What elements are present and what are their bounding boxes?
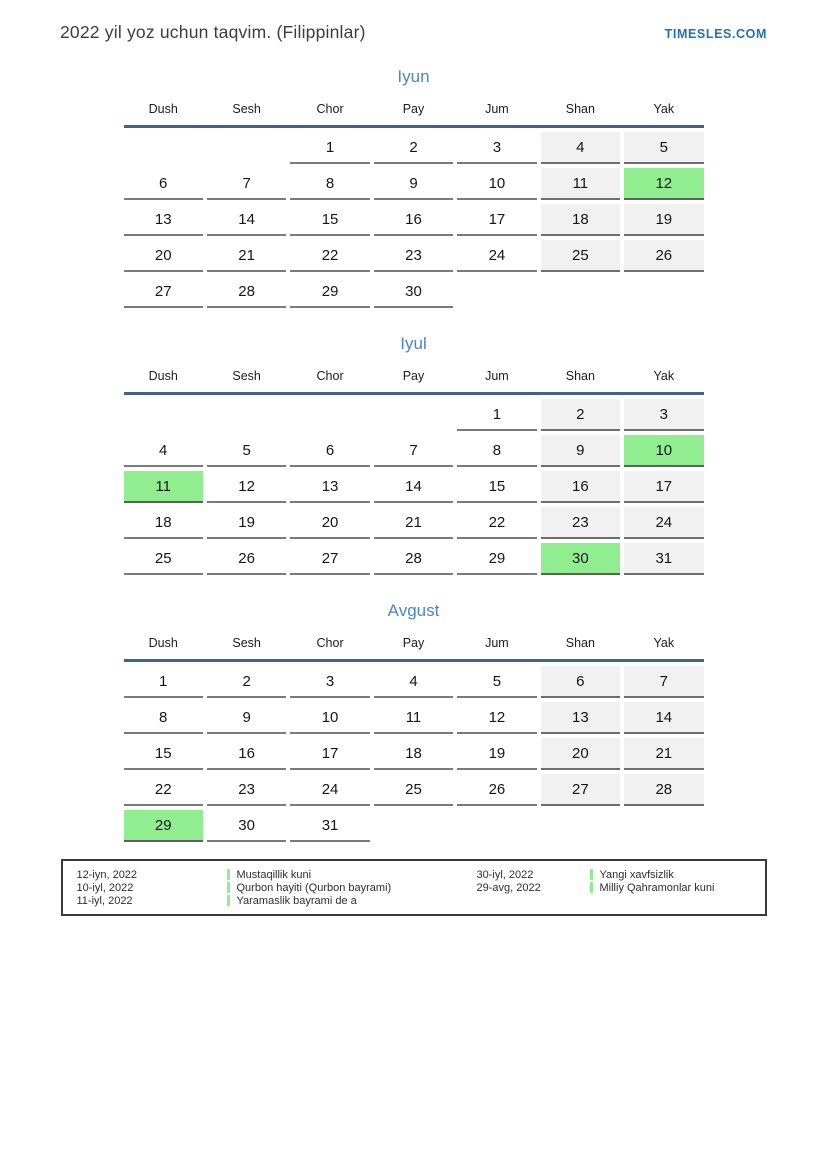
day-cell <box>374 810 453 842</box>
day-cell: 2 <box>541 399 620 431</box>
legend-date: 10-iyl, 2022 <box>76 881 134 894</box>
day-cell: 20 <box>541 738 620 770</box>
legend-column-left <box>77 868 477 907</box>
day-cell: 15 <box>290 204 369 236</box>
legend-column-right <box>477 868 755 907</box>
legend-date: 30-iyl, 2022 <box>476 868 534 881</box>
weekday-label: Sesh <box>232 636 261 650</box>
calendar-week-row <box>124 734 704 770</box>
day-cell <box>541 276 620 308</box>
day-cell: 16 <box>207 738 286 770</box>
day-cell: 25 <box>374 774 453 806</box>
legend-label: Yaramaslik bayrami de a <box>236 894 357 907</box>
weekday-label: Dush <box>148 369 178 383</box>
holiday-marker-icon <box>590 882 593 893</box>
day-cell <box>374 399 453 431</box>
legend-date: 11-iyl, 2022 <box>76 894 133 907</box>
day-cell: 3 <box>290 666 369 698</box>
day-cell: 22 <box>124 774 203 806</box>
day-cell: 11 <box>374 702 453 734</box>
day-cell: 27 <box>541 774 620 806</box>
day-cell: 22 <box>290 240 369 272</box>
weekday-label: Jum <box>485 636 509 650</box>
legend-date: 12-iyn, 2022 <box>76 868 138 881</box>
day-cell: 6 <box>541 666 620 698</box>
day-cell: 15 <box>124 738 203 770</box>
day-cell: 6 <box>290 435 369 467</box>
day-cell: 27 <box>124 276 203 308</box>
weekday-label: Pay <box>402 102 425 116</box>
month-iyul <box>124 334 704 575</box>
calendar-week-row <box>124 236 704 272</box>
day-cell: 9 <box>374 168 453 200</box>
holiday-day-cell: 11 <box>124 471 203 503</box>
weekday-label: Shan <box>565 636 595 650</box>
day-cell: 21 <box>624 738 703 770</box>
legend-label: Yangi xavfsizlik <box>599 868 674 881</box>
weekday-label: Yak <box>653 369 675 383</box>
month-iyun <box>124 67 704 308</box>
holiday-day-cell: 12 <box>624 168 703 200</box>
day-cell: 20 <box>290 507 369 539</box>
calendar-week-row <box>124 770 704 806</box>
page-header <box>0 0 827 43</box>
legend-item <box>77 881 477 894</box>
holiday-day-cell: 30 <box>541 543 620 575</box>
day-cell: 31 <box>290 810 369 842</box>
day-cell: 9 <box>207 702 286 734</box>
day-cell: 17 <box>290 738 369 770</box>
day-cell <box>457 276 536 308</box>
day-cell: 29 <box>457 543 536 575</box>
day-cell: 10 <box>290 702 369 734</box>
day-cell: 23 <box>541 507 620 539</box>
weekday-header-row <box>124 369 704 395</box>
day-cell: 16 <box>541 471 620 503</box>
day-cell: 28 <box>624 774 703 806</box>
weekday-label: Pay <box>402 636 425 650</box>
day-cell: 2 <box>207 666 286 698</box>
weekday-label: Yak <box>653 102 675 116</box>
holiday-marker-icon <box>227 869 230 880</box>
weekday-label: Chor <box>316 102 344 116</box>
day-cell: 12 <box>457 702 536 734</box>
day-cell: 26 <box>624 240 703 272</box>
day-cell: 24 <box>290 774 369 806</box>
calendar-week-row <box>124 272 704 308</box>
day-cell: 30 <box>207 810 286 842</box>
month-avgust <box>124 601 704 842</box>
holiday-day-cell: 29 <box>124 810 203 842</box>
weekday-header-row <box>124 102 704 128</box>
day-cell: 30 <box>374 276 453 308</box>
day-cell: 27 <box>290 543 369 575</box>
day-cell: 13 <box>124 204 203 236</box>
day-cell: 26 <box>207 543 286 575</box>
weekday-label: Shan <box>565 102 595 116</box>
legend-item <box>477 881 755 894</box>
weekday-label: Sesh <box>232 369 261 383</box>
day-cell: 6 <box>124 168 203 200</box>
calendar-week-row <box>124 539 704 575</box>
day-cell: 7 <box>374 435 453 467</box>
calendar-week-row <box>124 698 704 734</box>
calendar-week-row <box>124 467 704 503</box>
weekday-label: Jum <box>485 369 509 383</box>
month-title: Avgust <box>387 601 440 620</box>
day-cell: 23 <box>374 240 453 272</box>
day-cell <box>124 399 203 431</box>
day-cell: 25 <box>541 240 620 272</box>
weekday-label: Sesh <box>232 102 261 116</box>
weekday-label: Shan <box>565 369 595 383</box>
day-cell: 8 <box>457 435 536 467</box>
day-cell: 13 <box>290 471 369 503</box>
weekday-label: Dush <box>148 636 178 650</box>
weekday-label: Dush <box>148 102 178 116</box>
day-cell: 15 <box>457 471 536 503</box>
day-cell <box>207 399 286 431</box>
day-cell: 14 <box>624 702 703 734</box>
calendar-week-row <box>124 503 704 539</box>
day-cell: 2 <box>374 132 453 164</box>
day-cell: 8 <box>124 702 203 734</box>
day-cell: 9 <box>541 435 620 467</box>
day-cell <box>207 132 286 164</box>
weekday-header-row <box>124 636 704 662</box>
legend-date: 29-avg, 2022 <box>476 881 541 894</box>
day-cell: 13 <box>541 702 620 734</box>
day-cell: 17 <box>624 471 703 503</box>
day-cell: 23 <box>207 774 286 806</box>
day-cell: 5 <box>624 132 703 164</box>
holiday-legend <box>61 859 767 916</box>
day-cell <box>541 810 620 842</box>
day-cell: 10 <box>457 168 536 200</box>
day-cell: 29 <box>290 276 369 308</box>
day-cell: 24 <box>457 240 536 272</box>
day-cell <box>624 810 703 842</box>
day-cell: 22 <box>457 507 536 539</box>
weekday-label: Pay <box>402 369 425 383</box>
day-cell: 1 <box>457 399 536 431</box>
day-cell: 21 <box>207 240 286 272</box>
holiday-marker-icon <box>227 882 230 893</box>
day-cell: 7 <box>624 666 703 698</box>
day-cell: 21 <box>374 507 453 539</box>
calendar-week-row <box>124 128 704 164</box>
weekday-label: Chor <box>316 636 344 650</box>
day-cell <box>457 810 536 842</box>
legend-item <box>77 868 477 881</box>
day-cell <box>624 276 703 308</box>
day-cell: 28 <box>207 276 286 308</box>
calendar-area <box>124 67 704 842</box>
day-cell <box>290 399 369 431</box>
day-cell: 4 <box>541 132 620 164</box>
legend-item <box>477 868 755 881</box>
weekday-label: Yak <box>653 636 675 650</box>
calendar-week-row <box>124 200 704 236</box>
day-cell: 25 <box>124 543 203 575</box>
day-cell <box>124 132 203 164</box>
legend-label: Mustaqillik kuni <box>236 868 312 881</box>
day-cell: 19 <box>624 204 703 236</box>
day-cell: 18 <box>374 738 453 770</box>
legend-label: Milliy Qahramonlar kuni <box>599 881 715 894</box>
day-cell: 20 <box>124 240 203 272</box>
calendar-week-row <box>124 662 704 698</box>
weekday-label: Chor <box>316 369 344 383</box>
day-cell: 3 <box>624 399 703 431</box>
month-title: Iyun <box>397 67 430 86</box>
holiday-marker-icon <box>590 869 593 880</box>
day-cell: 14 <box>374 471 453 503</box>
site-link[interactable]: TIMESLES.COM <box>664 27 767 41</box>
holiday-marker-icon <box>227 895 230 906</box>
day-cell: 19 <box>457 738 536 770</box>
calendar-week-row <box>124 164 704 200</box>
page-title: 2022 yil yoz uchun taqvim. (Filippinlar) <box>60 22 366 42</box>
calendar-week-row <box>124 431 704 467</box>
day-cell: 18 <box>541 204 620 236</box>
day-cell: 14 <box>207 204 286 236</box>
day-cell: 28 <box>374 543 453 575</box>
month-title: Iyul <box>400 334 427 353</box>
weekday-label: Jum <box>485 102 509 116</box>
legend-item <box>77 894 477 907</box>
day-cell: 19 <box>207 507 286 539</box>
legend-label: Qurbon hayiti (Qurbon bayrami) <box>236 881 392 894</box>
day-cell: 12 <box>207 471 286 503</box>
day-cell: 31 <box>624 543 703 575</box>
day-cell: 1 <box>124 666 203 698</box>
day-cell: 5 <box>207 435 286 467</box>
holiday-day-cell: 10 <box>624 435 703 467</box>
day-cell: 3 <box>457 132 536 164</box>
day-cell: 5 <box>457 666 536 698</box>
calendar-week-row <box>124 806 704 842</box>
day-cell: 17 <box>457 204 536 236</box>
day-cell: 8 <box>290 168 369 200</box>
day-cell: 4 <box>124 435 203 467</box>
day-cell: 11 <box>541 168 620 200</box>
day-cell: 1 <box>290 132 369 164</box>
day-cell: 16 <box>374 204 453 236</box>
calendar-week-row <box>124 395 704 431</box>
day-cell: 26 <box>457 774 536 806</box>
day-cell: 18 <box>124 507 203 539</box>
day-cell: 7 <box>207 168 286 200</box>
day-cell: 4 <box>374 666 453 698</box>
day-cell: 24 <box>624 507 703 539</box>
